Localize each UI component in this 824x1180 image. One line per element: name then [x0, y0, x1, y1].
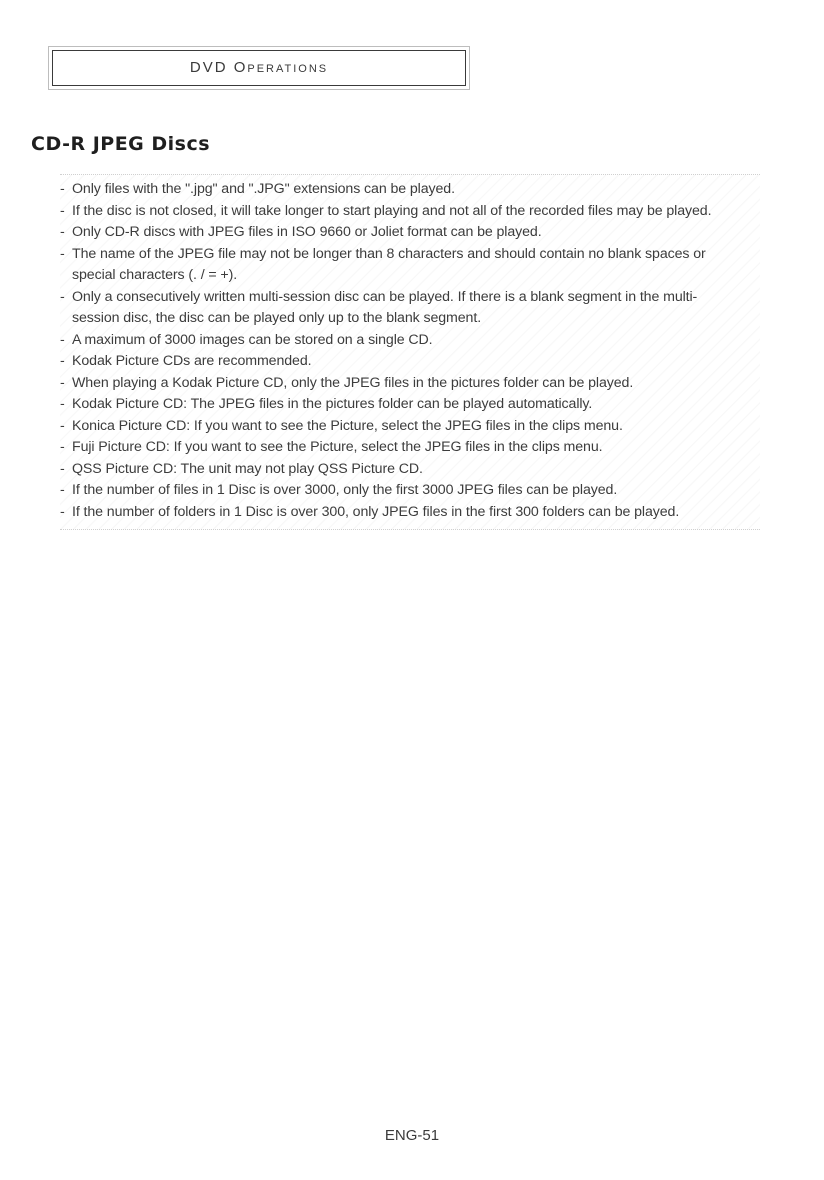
bullet-dash: - [60, 503, 65, 520]
note-text: A maximum of 3000 images can be stored on a single CD. [72, 331, 433, 348]
bullet-dash: - [60, 288, 65, 305]
section-header-title: DVD Operations [189, 59, 329, 76]
list-item [60, 201, 760, 223]
list-item [60, 459, 760, 481]
note-text: Only a consecutively written multi-session disc can be played. If there is a blank segment in the multi- [72, 288, 698, 305]
bullet-dash: - [60, 439, 65, 455]
note-text: The name of the JPEG file may not be longer than 8 characters and should contain no blank spaces or [72, 245, 706, 262]
list-item [60, 437, 760, 459]
list-item [60, 244, 760, 287]
list-item [60, 394, 760, 416]
note-text-continued: special characters (. / = +). [72, 267, 238, 283]
page-number: ENG-51 [384, 1127, 440, 1144]
bullet-dash: - [60, 417, 65, 434]
list-item [60, 502, 760, 524]
note-text: Fuji Picture CD: If you want to see the Picture, select the JPEG files in the clips menu. [72, 439, 603, 455]
bullet-dash: - [60, 245, 65, 262]
note-text: Only CD-R discs with JPEG files in ISO 9660 or Joliet format can be played. [72, 224, 542, 240]
bullet-dash: - [60, 396, 65, 412]
bullet-dash: - [60, 353, 65, 369]
notes-list [60, 174, 760, 530]
note-text: Only files with the ".jpg" and ".JPG" extensions can be played. [72, 181, 455, 197]
list-item [60, 287, 760, 330]
note-text: If the number of folders in 1 Disc is over 300, only JPEG files in the first 300 folders can be played. [72, 503, 680, 520]
list-item [60, 416, 760, 438]
list-item [60, 222, 760, 244]
note-text: If the number of files in 1 Disc is over 3000, only the first 3000 JPEG files can be played. [72, 482, 618, 498]
list-item [60, 480, 760, 502]
section-header-box [52, 50, 466, 86]
list-item [60, 373, 760, 395]
note-text: Konica Picture CD: If you want to see the Picture, select the JPEG files in the clips menu. [72, 417, 623, 434]
bullet-dash: - [60, 224, 65, 240]
note-text: Kodak Picture CDs are recommended. [72, 353, 312, 369]
bullet-dash: - [60, 374, 65, 391]
bullet-dash: - [60, 181, 65, 197]
note-text: If the disc is not closed, it will take longer to start playing and not all of the recorded files may be played. [72, 202, 712, 219]
bullet-dash: - [60, 482, 65, 498]
list-item [60, 179, 760, 201]
bullet-dash: - [60, 331, 65, 348]
bullet-dash: - [60, 460, 65, 477]
bullet-dash: - [60, 202, 65, 219]
note-text-continued: session disc, the disc can be played only up to the blank segment. [72, 310, 482, 326]
note-text: Kodak Picture CD: The JPEG files in the pictures folder can be played automatically. [72, 396, 593, 412]
list-item [60, 330, 760, 352]
note-text: QSS Picture CD: The unit may not play QSS Picture CD. [72, 460, 423, 477]
list-item [60, 351, 760, 373]
note-text: When playing a Kodak Picture CD, only the JPEG files in the pictures folder can be played. [72, 374, 634, 391]
page-title: CD-R JPEG Discs [31, 133, 211, 155]
